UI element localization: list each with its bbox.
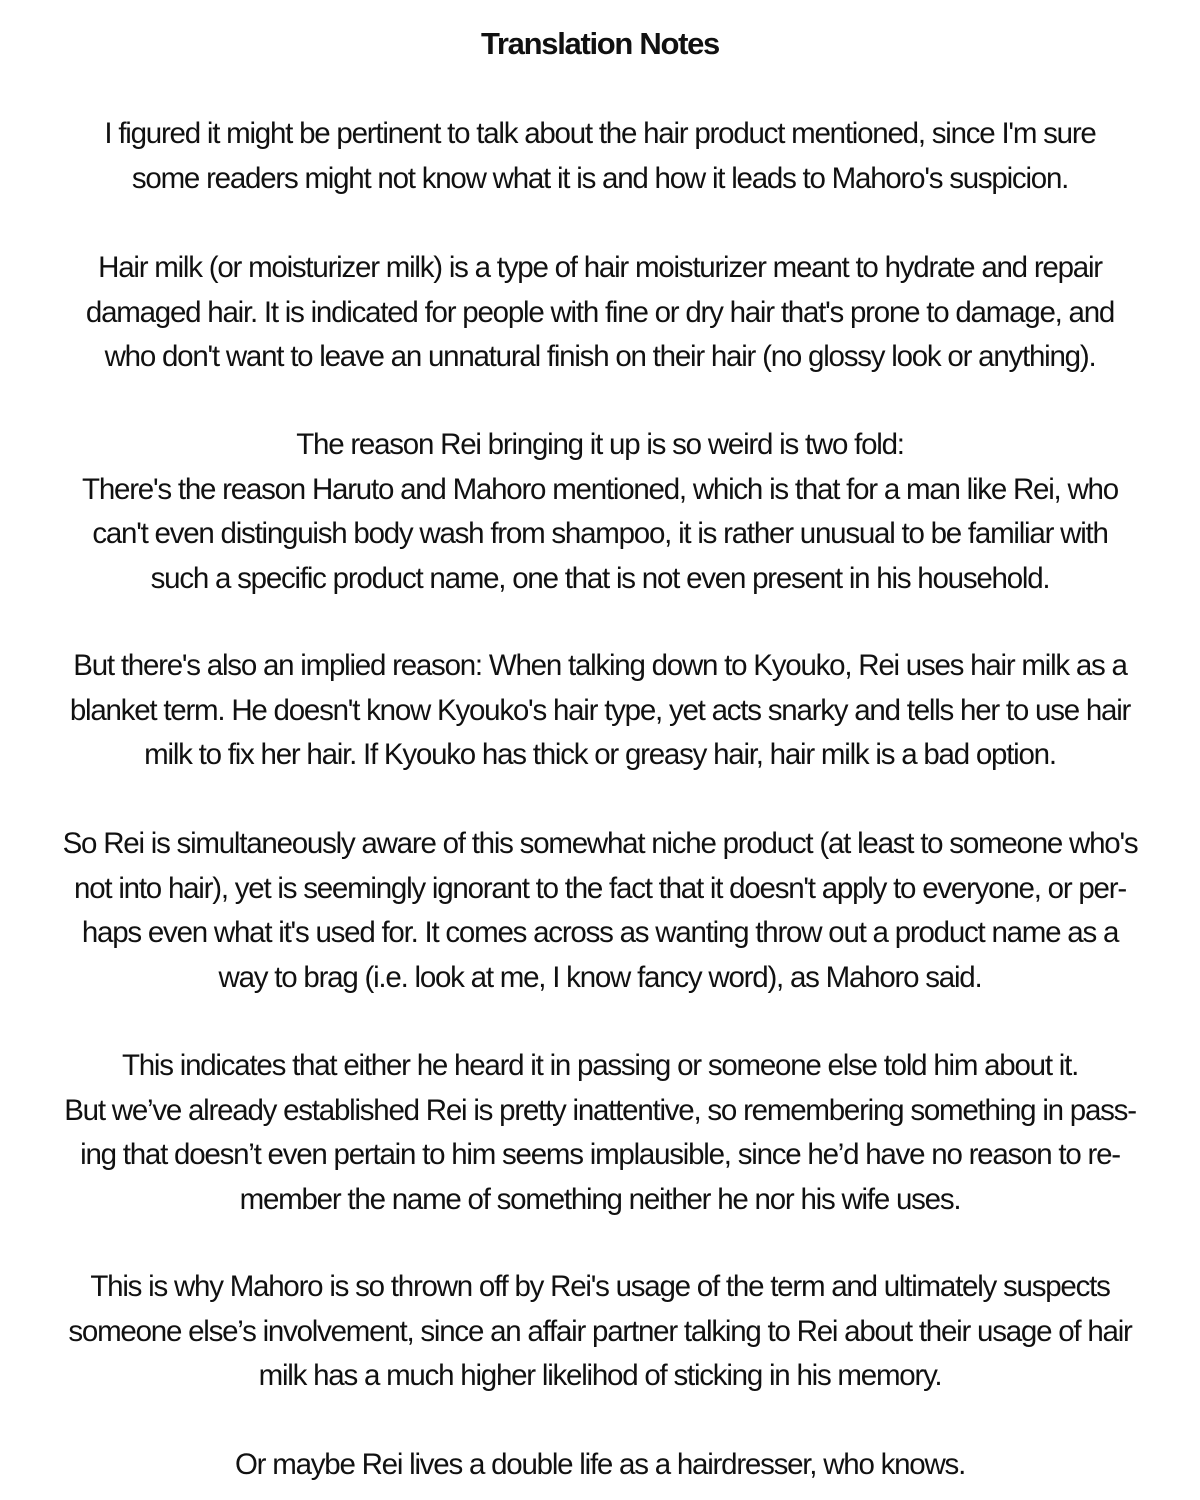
- paragraph-line: milk has a much higher likelihod of sticking in his memory.: [258, 1359, 942, 1392]
- paragraph-line: This indicates that either he heard it in passing or someone else told him about it.: [121, 1049, 1079, 1082]
- paragraph-line: not into hair), yet is seemingly ignorant to the fact that it doesn't apply to everyone, or per-: [74, 871, 1126, 905]
- paragraph-line: milk to fix her hair. If Kyouko has thick or greasy hair, hair milk is a bad option.: [144, 738, 1056, 771]
- paragraph-line: I figured it might be pertinent to talk about the hair product mentioned, since I'm sure: [104, 117, 1096, 150]
- paragraph-line: But there's also an implied reason: When talking down to Kyouko, Rei uses hair milk as a: [73, 649, 1127, 682]
- paragraph-line: blanket term. He doesn't know Kyouko's hair type, yet acts snarky and tells her to use hair: [69, 693, 1131, 727]
- paragraph-hair-milk-definition: [0, 246, 1200, 380]
- paragraph-heard-in-passing: [0, 1044, 1200, 1222]
- paragraph-suspicion: [0, 1265, 1200, 1399]
- paragraph-line: who don't want to leave an unnatural finish on their hair (no glossy look or anything).: [104, 340, 1096, 373]
- paragraph-line: There's the reason Haruto and Mahoro mentioned, which is that for a man like Rei, who: [82, 472, 1118, 506]
- paragraph-niche-product: [0, 822, 1200, 1000]
- paragraph-line: can't even distinguish body wash from shampoo, it is rather unusual to be familiar with: [92, 517, 1108, 550]
- paragraph-line: But we’ve already established Rei is pretty inattentive, so remembering something in pass-: [64, 1093, 1136, 1127]
- paragraph-line: damaged hair. It is indicated for people with fine or dry hair that's prone to damage, and: [85, 295, 1115, 329]
- paragraph-line: member the name of something neither he nor his wife uses.: [239, 1182, 961, 1216]
- paragraph-line: ing that doesn’t even pertain to him seems implausible, since he’d have no reason to re-: [80, 1138, 1120, 1171]
- paragraph-line: Or maybe Rei lives a double life as a hairdresser, who knows.: [234, 1448, 966, 1481]
- paragraph-line: some readers might not know what it is and how it leads to Mahoro's suspicion.: [131, 161, 1069, 195]
- paragraph-line: way to brag (i.e. look at me, I know fancy word), as Mahoro said.: [218, 960, 982, 994]
- paragraph-line: This is why Mahoro is so thrown off by Rei's usage of the term and ultimately suspects: [90, 1270, 1110, 1303]
- paragraph-implied-reason: [0, 644, 1200, 778]
- paragraph-line: The reason Rei bringing it up is so weird is two fold:: [296, 428, 904, 461]
- page-title: Translation Notes: [480, 26, 719, 61]
- paragraph-intro: [0, 112, 1200, 201]
- paragraph-closing-joke: [0, 1443, 1200, 1488]
- paragraph-line: Hair milk (or moisturizer milk) is a type of hair moisturizer meant to hydrate and repair: [98, 251, 1102, 284]
- paragraph-line: such a specific product name, one that is not even present in his household.: [150, 561, 1050, 595]
- paragraph-line: someone else’s involvement, since an affair partner talking to Rei about their usage of hair: [68, 1314, 1132, 1348]
- paragraph-reason-two-fold: [0, 423, 1200, 601]
- paragraph-line: haps even what it's used for. It comes across as wanting throw out a product name as a: [81, 916, 1119, 949]
- paragraph-line: So Rei is simultaneously aware of this somewhat niche product (at least to someone who's: [62, 827, 1138, 860]
